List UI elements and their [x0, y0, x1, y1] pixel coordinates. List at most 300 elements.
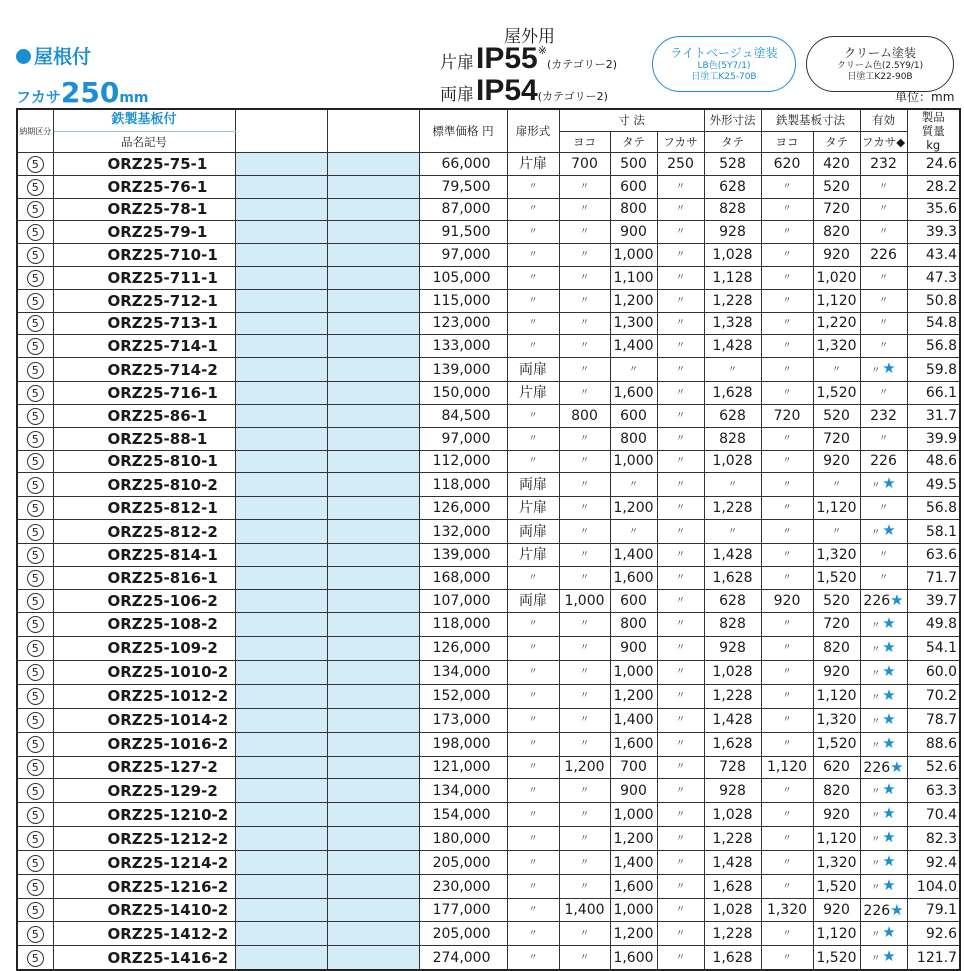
- cell-weight: 48.6: [907, 450, 960, 473]
- cell-outer-tate: 1,228: [704, 497, 761, 520]
- cell-weight: 79.1: [907, 899, 960, 922]
- cell-yoko: 〃: [559, 803, 610, 827]
- cell-blank2: [327, 427, 419, 450]
- cell-blank1: [235, 404, 327, 427]
- cell-blank2: [327, 520, 419, 544]
- cell-blank2: [327, 153, 419, 176]
- cell-weight: 71.7: [907, 566, 960, 589]
- cell-code: ORZ25-79-1: [53, 221, 235, 244]
- cell-code: ORZ25-714-2: [53, 358, 235, 382]
- cell-fukasa: 〃: [657, 756, 704, 779]
- cell-kubun: [17, 756, 53, 779]
- table-row: [17, 221, 960, 244]
- cell-blank1: [235, 779, 327, 803]
- cell-kubun: [17, 497, 53, 520]
- cell-door: 〃: [507, 851, 559, 875]
- cell-effective: 〃: [860, 427, 907, 450]
- cell-price: 115,000: [419, 289, 507, 312]
- cell-blank2: [327, 612, 419, 636]
- cell-plate-yoko: 〃: [761, 566, 813, 589]
- cell-door: 〃: [507, 827, 559, 851]
- cell-yoko: 〃: [559, 335, 610, 358]
- cell-outer-tate: 628: [704, 404, 761, 427]
- cell-fukasa: 〃: [657, 289, 704, 312]
- cell-price: 139,000: [419, 358, 507, 382]
- star-icon: ★: [882, 661, 896, 680]
- cell-yoko: 〃: [559, 544, 610, 567]
- kubun-badge: 5: [27, 293, 44, 310]
- cell-blank2: [327, 497, 419, 520]
- kubun-badge: 5: [27, 385, 44, 402]
- cell-code: ORZ25-76-1: [53, 175, 235, 198]
- cell-blank2: [327, 779, 419, 803]
- cell-kubun: [17, 404, 53, 427]
- table-row: [17, 732, 960, 756]
- cell-tate: 700: [610, 756, 657, 779]
- cell-door: 〃: [507, 244, 559, 267]
- cell-price: 134,000: [419, 660, 507, 684]
- cell-plate-tate: 〃: [813, 473, 860, 497]
- cell-code: ORZ25-1216-2: [53, 875, 235, 899]
- table-row: [17, 497, 960, 520]
- cell-door: 〃: [507, 289, 559, 312]
- star-icon: ★: [882, 804, 896, 823]
- cell-tate: 1,600: [610, 732, 657, 756]
- kubun-badge: 5: [27, 640, 44, 657]
- table-row: [17, 827, 960, 851]
- cell-plate-tate: 520: [813, 589, 860, 612]
- cell-weight: 35.6: [907, 198, 960, 221]
- cell-plate-yoko: 〃: [761, 875, 813, 899]
- cell-plate-tate: 1,520: [813, 875, 860, 899]
- cell-door: 〃: [507, 198, 559, 221]
- cell-code: ORZ25-129-2: [53, 779, 235, 803]
- cell-outer-tate: 〃: [704, 358, 761, 382]
- table-row: [17, 266, 960, 289]
- cell-weight: 78.7: [907, 708, 960, 732]
- cell-blank1: [235, 922, 327, 946]
- cell-weight: 70.4: [907, 803, 960, 827]
- cell-kubun: [17, 427, 53, 450]
- kubun-badge: 5: [27, 807, 44, 824]
- effective-value: 〃: [871, 692, 881, 703]
- kubun-badge: 5: [27, 179, 44, 196]
- cell-kubun: [17, 612, 53, 636]
- cell-plate-yoko: 〃: [761, 660, 813, 684]
- star-icon: ★: [890, 900, 904, 919]
- cell-yoko: 1,000: [559, 589, 610, 612]
- table-row: [17, 198, 960, 221]
- cell-blank2: [327, 404, 419, 427]
- cell-plate-tate: 1,320: [813, 544, 860, 567]
- cell-tate: 1,400: [610, 851, 657, 875]
- cell-weight: 39.9: [907, 427, 960, 450]
- cell-kubun: [17, 732, 53, 756]
- bullet-dot-icon: [16, 49, 31, 64]
- cell-door: 〃: [507, 732, 559, 756]
- cell-blank2: [327, 382, 419, 405]
- cell-fukasa: 〃: [657, 198, 704, 221]
- cell-plate-tate: 1,320: [813, 335, 860, 358]
- cell-plate-yoko: 〃: [761, 827, 813, 851]
- cell-effective: [860, 708, 907, 732]
- cell-weight: 43.4: [907, 244, 960, 267]
- effective-value: 〃: [871, 930, 881, 941]
- cell-weight: 24.6: [907, 153, 960, 176]
- table-row: [17, 851, 960, 875]
- table-row: [17, 566, 960, 589]
- cell-outer-tate: 1,628: [704, 875, 761, 899]
- cell-blank1: [235, 684, 327, 708]
- cell-yoko: 〃: [559, 851, 610, 875]
- cell-plate-yoko: 〃: [761, 473, 813, 497]
- cell-plate-yoko: 〃: [761, 803, 813, 827]
- table-row: [17, 612, 960, 636]
- table-row: [17, 382, 960, 405]
- cell-blank2: [327, 221, 419, 244]
- cell-plate-yoko: 〃: [761, 684, 813, 708]
- cell-outer-tate: 1,328: [704, 312, 761, 335]
- cell-outer-tate: 528: [704, 153, 761, 176]
- effective-value: 〃: [871, 859, 881, 870]
- cell-price: 154,000: [419, 803, 507, 827]
- cell-outer-tate: 1,028: [704, 803, 761, 827]
- cell-effective: [860, 779, 907, 803]
- cell-code: ORZ25-710-1: [53, 244, 235, 267]
- kubun-badge: 5: [27, 831, 44, 848]
- kubun-badge: 5: [27, 362, 44, 379]
- cell-kubun: [17, 266, 53, 289]
- effective-value: 226: [863, 902, 891, 919]
- cell-fukasa: 〃: [657, 732, 704, 756]
- star-icon: ★: [882, 947, 896, 966]
- cell-tate: 900: [610, 221, 657, 244]
- table-row: [17, 875, 960, 899]
- cell-kubun: [17, 827, 53, 851]
- cell-weight: 54.1: [907, 636, 960, 660]
- cell-blank1: [235, 827, 327, 851]
- cell-plate-tate: 920: [813, 899, 860, 922]
- effective-value: 〃: [871, 620, 881, 631]
- cell-effective: [860, 803, 907, 827]
- col-weight: 製品 質量 kg: [907, 109, 960, 153]
- cell-plate-yoko: 〃: [761, 946, 813, 971]
- cell-door: 〃: [507, 335, 559, 358]
- cell-plate-yoko: 〃: [761, 922, 813, 946]
- cell-fukasa: 〃: [657, 244, 704, 267]
- cell-weight: 39.7: [907, 589, 960, 612]
- cell-door: 〃: [507, 803, 559, 827]
- table-row: [17, 756, 960, 779]
- cell-yoko: 1,400: [559, 899, 610, 922]
- cell-code: ORZ25-1214-2: [53, 851, 235, 875]
- cell-outer-tate: 1,228: [704, 684, 761, 708]
- cell-fukasa: 〃: [657, 544, 704, 567]
- cell-plate-tate: 620: [813, 756, 860, 779]
- star-icon: ★: [882, 733, 896, 752]
- cell-door: 片扉: [507, 497, 559, 520]
- cell-tate: 800: [610, 198, 657, 221]
- cell-code: ORZ25-108-2: [53, 612, 235, 636]
- cell-blank1: [235, 612, 327, 636]
- cell-tate: 〃: [610, 358, 657, 382]
- table-row: [17, 427, 960, 450]
- cell-weight: 54.8: [907, 312, 960, 335]
- table-row: [17, 660, 960, 684]
- cell-door: 〃: [507, 922, 559, 946]
- cell-fukasa: 〃: [657, 684, 704, 708]
- cell-door: 片扉: [507, 153, 559, 176]
- cell-plate-yoko: 〃: [761, 544, 813, 567]
- cell-plate-tate: 420: [813, 153, 860, 176]
- effective-value: 〃: [871, 716, 881, 727]
- star-icon: ★: [882, 828, 896, 847]
- cell-plate-tate: 820: [813, 636, 860, 660]
- cell-kubun: [17, 660, 53, 684]
- cell-plate-tate: 720: [813, 427, 860, 450]
- cell-tate: 900: [610, 779, 657, 803]
- cell-plate-yoko: 〃: [761, 244, 813, 267]
- cell-kubun: [17, 875, 53, 899]
- cell-blank1: [235, 946, 327, 971]
- cell-tate: 1,200: [610, 922, 657, 946]
- kubun-badge: 5: [27, 570, 44, 587]
- cell-price: 198,000: [419, 732, 507, 756]
- kubun-badge: 5: [27, 950, 44, 967]
- cell-fukasa: 〃: [657, 473, 704, 497]
- cell-kubun: [17, 175, 53, 198]
- cell-door: 〃: [507, 612, 559, 636]
- cell-price: 134,000: [419, 779, 507, 803]
- cell-outer-tate: 928: [704, 779, 761, 803]
- cell-plate-tate: 1,520: [813, 566, 860, 589]
- cell-door: 〃: [507, 660, 559, 684]
- cell-effective: [860, 875, 907, 899]
- cell-yoko: 〃: [559, 732, 610, 756]
- cell-fukasa: 〃: [657, 660, 704, 684]
- effective-value: 〃: [871, 668, 881, 679]
- cell-effective: [860, 922, 907, 946]
- cell-fukasa: 〃: [657, 221, 704, 244]
- star-icon: ★: [882, 685, 896, 704]
- cell-blank1: [235, 382, 327, 405]
- cell-blank1: [235, 221, 327, 244]
- cell-plate-tate: 1,120: [813, 289, 860, 312]
- cell-kubun: [17, 520, 53, 544]
- kubun-badge: 5: [27, 855, 44, 872]
- cell-blank2: [327, 589, 419, 612]
- cell-kubun: [17, 289, 53, 312]
- cell-door: 〃: [507, 684, 559, 708]
- effective-value: 〃: [871, 644, 881, 655]
- cell-blank2: [327, 198, 419, 221]
- cell-kubun: [17, 779, 53, 803]
- cell-plate-yoko: 〃: [761, 266, 813, 289]
- cell-effective: 〃: [860, 544, 907, 567]
- cell-blank1: [235, 427, 327, 450]
- cell-tate: 1,600: [610, 382, 657, 405]
- col-empty-1: [235, 109, 327, 153]
- table-row: [17, 708, 960, 732]
- cell-blank2: [327, 636, 419, 660]
- cell-outer-tate: 〃: [704, 520, 761, 544]
- cell-price: 97,000: [419, 427, 507, 450]
- cell-plate-tate: 920: [813, 450, 860, 473]
- cell-blank2: [327, 473, 419, 497]
- cell-weight: 50.8: [907, 289, 960, 312]
- cell-price: 180,000: [419, 827, 507, 851]
- cell-plate-tate: 〃: [813, 358, 860, 382]
- cell-fukasa: 〃: [657, 636, 704, 660]
- cell-weight: 28.2: [907, 175, 960, 198]
- cell-tate: 600: [610, 404, 657, 427]
- cell-yoko: 〃: [559, 875, 610, 899]
- cell-blank1: [235, 899, 327, 922]
- cell-kubun: [17, 803, 53, 827]
- kubun-badge: 5: [27, 156, 44, 173]
- cell-outer-tate: 1,628: [704, 946, 761, 971]
- cell-price: 205,000: [419, 922, 507, 946]
- cell-plate-tate: 920: [813, 660, 860, 684]
- cell-blank2: [327, 544, 419, 567]
- cell-code: ORZ25-713-1: [53, 312, 235, 335]
- paint-light-beige-badge: ライトベージュ塗装 LB色(5Y7/1) 日塗工K25-70B: [652, 36, 796, 92]
- cell-kubun: [17, 198, 53, 221]
- cell-blank2: [327, 851, 419, 875]
- effective-value: 〃: [871, 954, 881, 965]
- cell-tate: 1,400: [610, 544, 657, 567]
- cell-effective: [860, 851, 907, 875]
- cell-blank1: [235, 289, 327, 312]
- cell-price: 230,000: [419, 875, 507, 899]
- cell-blank2: [327, 946, 419, 971]
- cell-weight: 56.8: [907, 497, 960, 520]
- effective-value: 〃: [871, 835, 881, 846]
- cell-code: ORZ25-1410-2: [53, 899, 235, 922]
- cell-blank1: [235, 875, 327, 899]
- cell-yoko: 〃: [559, 946, 610, 971]
- cell-code: ORZ25-1416-2: [53, 946, 235, 971]
- star-icon: ★: [890, 757, 904, 776]
- cell-plate-tate: 720: [813, 198, 860, 221]
- cell-blank2: [327, 358, 419, 382]
- cell-plate-tate: 1,120: [813, 497, 860, 520]
- star-icon: ★: [882, 521, 896, 540]
- cell-plate-tate: 1,020: [813, 266, 860, 289]
- cell-fukasa: 〃: [657, 266, 704, 289]
- effective-value: 〃: [871, 811, 881, 822]
- cell-effective: [860, 358, 907, 382]
- cell-blank1: [235, 708, 327, 732]
- cell-tate: 1,600: [610, 946, 657, 971]
- cell-outer-tate: 1,128: [704, 266, 761, 289]
- cell-plate-tate: 1,320: [813, 851, 860, 875]
- kubun-badge: 5: [27, 759, 44, 776]
- cell-plate-yoko: 720: [761, 404, 813, 427]
- cell-outer-tate: 1,628: [704, 382, 761, 405]
- cell-door: 〃: [507, 708, 559, 732]
- cell-yoko: 〃: [559, 708, 610, 732]
- cell-door: 〃: [507, 875, 559, 899]
- cell-weight: 63.6: [907, 544, 960, 567]
- cell-tate: 900: [610, 636, 657, 660]
- spec-table: [16, 108, 961, 971]
- cell-yoko: 〃: [559, 450, 610, 473]
- cell-fukasa: 〃: [657, 851, 704, 875]
- cell-code: ORZ25-1012-2: [53, 684, 235, 708]
- cell-blank2: [327, 732, 419, 756]
- cell-yoko: 〃: [559, 566, 610, 589]
- kubun-badge: 5: [27, 688, 44, 705]
- cell-code: ORZ25-86-1: [53, 404, 235, 427]
- col-tate: タテ: [610, 131, 657, 152]
- cell-yoko: 〃: [559, 312, 610, 335]
- kubun-badge: 5: [27, 712, 44, 729]
- cell-plate-yoko: 〃: [761, 312, 813, 335]
- cell-blank1: [235, 335, 327, 358]
- cell-outer-tate: 1,028: [704, 899, 761, 922]
- cell-effective: 〃: [860, 198, 907, 221]
- cell-plate-yoko: 〃: [761, 335, 813, 358]
- cell-yoko: 〃: [559, 382, 610, 405]
- cell-weight: 66.1: [907, 382, 960, 405]
- cell-plate-yoko: 〃: [761, 198, 813, 221]
- cell-plate-tate: 920: [813, 244, 860, 267]
- cell-effective: 〃: [860, 566, 907, 589]
- cell-door: 両扉: [507, 473, 559, 497]
- cell-yoko: 〃: [559, 289, 610, 312]
- cell-plate-tate: 720: [813, 612, 860, 636]
- cell-effective: 226: [860, 244, 907, 267]
- kubun-badge: 5: [27, 664, 44, 681]
- cell-blank2: [327, 335, 419, 358]
- cell-effective: [860, 589, 907, 612]
- depth-label: フカサ250mm: [16, 76, 149, 109]
- effective-value: 226: [863, 593, 891, 610]
- cell-blank1: [235, 244, 327, 267]
- effective-value: 〃: [871, 366, 881, 377]
- cell-weight: 70.2: [907, 684, 960, 708]
- table-row: [17, 520, 960, 544]
- kubun-badge: 5: [27, 879, 44, 896]
- cell-door: 両扉: [507, 358, 559, 382]
- effective-value: 〃: [871, 528, 881, 539]
- cell-plate-tate: 820: [813, 221, 860, 244]
- cell-tate: 600: [610, 175, 657, 198]
- cell-door: 〃: [507, 946, 559, 971]
- table-row: [17, 175, 960, 198]
- cell-tate: 800: [610, 612, 657, 636]
- cell-price: 66,000: [419, 153, 507, 176]
- cell-door: 〃: [507, 636, 559, 660]
- cell-effective: 〃: [860, 382, 907, 405]
- cell-tate: 500: [610, 153, 657, 176]
- outdoor-label: 屋外用: [504, 27, 555, 47]
- cell-yoko: 〃: [559, 520, 610, 544]
- kubun-badge: 5: [27, 338, 44, 355]
- cell-weight: 92.4: [907, 851, 960, 875]
- cell-kubun: [17, 544, 53, 567]
- cell-yoko: 〃: [559, 198, 610, 221]
- cell-tate: 1,200: [610, 827, 657, 851]
- cell-blank1: [235, 636, 327, 660]
- cell-plate-yoko: 1,120: [761, 756, 813, 779]
- cell-plate-tate: 1,520: [813, 946, 860, 971]
- cell-plate-yoko: 〃: [761, 427, 813, 450]
- cell-code: ORZ25-1016-2: [53, 732, 235, 756]
- cell-kubun: [17, 946, 53, 971]
- cell-plate-tate: 920: [813, 803, 860, 827]
